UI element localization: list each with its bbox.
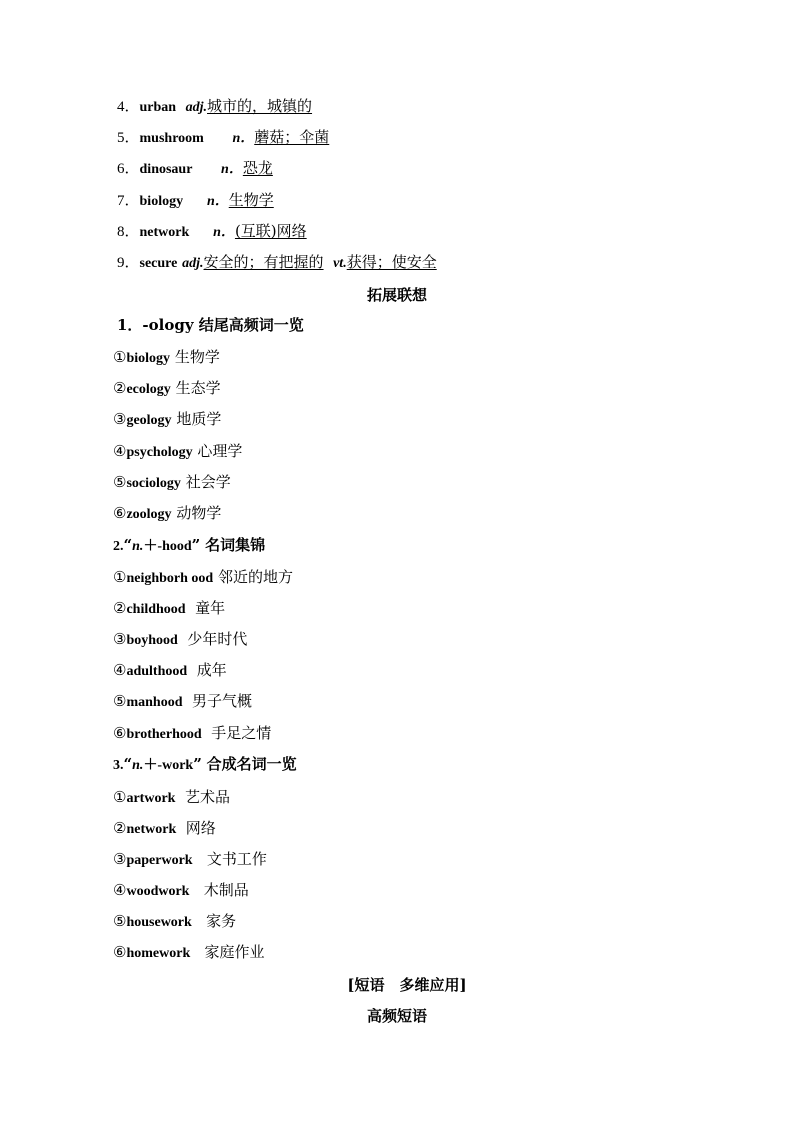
part-of-speech: n．: [221, 162, 243, 177]
term-word: neighborh ood: [126, 571, 214, 586]
circled-number: ④: [113, 881, 127, 899]
vocab-answer-2: 获得；使安全: [346, 253, 437, 271]
term-word: childhood: [126, 602, 186, 617]
term-meaning: 家务: [206, 912, 237, 930]
group-heading: 1．-ology 结尾高频词一览: [117, 316, 304, 334]
term-meaning: 网络: [185, 819, 216, 837]
term-word: homework: [126, 946, 191, 961]
circled-number: ①: [113, 788, 127, 806]
term-meaning: 木制品: [203, 881, 249, 899]
term-word: network: [126, 822, 177, 837]
vocab-answer: 城市的，城镇的: [207, 97, 313, 115]
group-number: 3.: [113, 758, 124, 773]
list-item: [113, 660, 227, 682]
group1-heading: [117, 315, 304, 335]
list-item: [113, 691, 252, 713]
list-item: [113, 472, 231, 494]
item-number: 9．: [117, 255, 140, 271]
term-meaning: 生物学: [174, 348, 220, 366]
list-item: [113, 818, 216, 840]
quote-open: “: [123, 755, 133, 773]
vocab-item-9: [117, 252, 437, 274]
term-meaning: 心理学: [197, 442, 243, 460]
list-item: [113, 441, 242, 463]
list-item: [113, 629, 247, 651]
item-number: 7．: [117, 193, 140, 209]
term-meaning: 家庭作业: [204, 943, 265, 961]
term-word: woodwork: [126, 884, 190, 899]
section-title-row: [0, 284, 794, 305]
term-meaning: 手足之情: [211, 724, 272, 742]
term-meaning: 社会学: [185, 473, 231, 491]
vocab-word: mushroom: [139, 131, 204, 146]
term-word: sociology: [126, 476, 181, 491]
vocab-word: urban: [139, 100, 177, 115]
list-item: [113, 849, 267, 871]
footer-subtitle: 高频短语: [366, 1007, 427, 1025]
circled-number: ⑥: [113, 724, 127, 742]
quote-close: ”: [193, 755, 202, 773]
term-word: manhood: [126, 695, 183, 710]
term-meaning: 少年时代: [187, 630, 248, 648]
list-item: [113, 787, 230, 809]
group2-heading: [113, 535, 265, 557]
term-word: boyhood: [126, 633, 178, 648]
heading-pos: n.: [132, 539, 144, 554]
list-item: [113, 567, 293, 589]
heading-title: 合成名词一览: [206, 755, 297, 773]
vocab-item-8: [117, 221, 307, 243]
vocab-word: biology: [139, 194, 184, 209]
term-meaning: 生态学: [175, 379, 221, 397]
vocab-answer: (互联)网络: [234, 222, 307, 240]
circled-number: ⑥: [113, 504, 127, 522]
list-item: [113, 942, 265, 964]
list-item: [113, 723, 271, 745]
part-of-speech: n．: [213, 225, 235, 240]
vocab-answer: 恐龙: [242, 159, 273, 177]
vocab-answer: 生物学: [228, 191, 274, 209]
vocab-word: network: [139, 225, 190, 240]
quote-open: “: [123, 536, 133, 554]
footer-sub-row: [0, 1005, 794, 1026]
part-of-speech: adj.: [182, 256, 204, 271]
term-meaning: 邻近的地方: [217, 568, 293, 586]
circled-number: ③: [113, 410, 127, 428]
part-of-speech: adj.: [185, 100, 208, 115]
circled-number: ⑤: [113, 473, 127, 491]
term-word: adulthood: [126, 664, 188, 679]
circled-number: ③: [113, 850, 127, 868]
term-word: artwork: [126, 791, 176, 806]
group-number: 2.: [113, 539, 124, 554]
term-word: biology: [126, 351, 171, 366]
heading-title: 名词集锦: [205, 536, 266, 554]
term-meaning: 成年: [196, 661, 227, 679]
circled-number: ④: [113, 661, 127, 679]
vocab-answer: 安全的；有把握的: [203, 253, 324, 271]
vocab-item-7: [117, 190, 274, 212]
term-meaning: 艺术品: [185, 788, 231, 806]
circled-number: ①: [113, 348, 127, 366]
item-number: 6．: [117, 161, 140, 177]
heading-pos: n.: [132, 758, 144, 773]
circled-number: ②: [113, 379, 127, 397]
circled-number: ②: [113, 599, 127, 617]
circled-number: ⑤: [113, 912, 127, 930]
term-word: zoology: [126, 507, 172, 522]
term-meaning: 男子气概: [192, 692, 253, 710]
footer-section-title: [短语 多维应用]: [347, 976, 467, 994]
term-meaning: 文书工作: [206, 850, 267, 868]
list-item: [113, 378, 221, 400]
section-title: 拓展联想: [366, 286, 427, 304]
item-number: 4．: [117, 99, 140, 115]
circled-number: ⑤: [113, 692, 127, 710]
circled-number: ⑥: [113, 943, 127, 961]
term-word: geology: [126, 413, 172, 428]
term-word: ecology: [126, 382, 171, 397]
list-item: [113, 911, 236, 933]
list-item: [113, 598, 225, 620]
term-meaning: 童年: [195, 599, 226, 617]
circled-number: ③: [113, 630, 127, 648]
item-number: 8．: [117, 224, 140, 240]
term-word: brotherhood: [126, 727, 202, 742]
term-word: housework: [126, 915, 192, 930]
part-of-speech: n．: [232, 131, 255, 146]
part-of-speech-2: vt.: [333, 256, 347, 271]
circled-number: ②: [113, 819, 127, 837]
term-meaning: 地质学: [176, 410, 222, 428]
term-meaning: 动物学: [176, 504, 222, 522]
vocab-word: secure: [139, 256, 178, 271]
group3-heading: [113, 754, 297, 776]
vocab-item-5: [117, 127, 329, 149]
list-item: [113, 880, 249, 902]
vocab-word: dinosaur: [139, 162, 193, 177]
heading-suffix: ＋-hood: [143, 539, 192, 554]
vocab-item-6: [117, 158, 273, 180]
term-word: paperwork: [126, 853, 193, 868]
circled-number: ①: [113, 568, 127, 586]
term-word: psychology: [126, 445, 193, 460]
vocab-item-4: [117, 96, 312, 118]
quote-close: ”: [191, 536, 201, 554]
list-item: [113, 409, 221, 431]
circled-number: ④: [113, 442, 127, 460]
list-item: [113, 347, 220, 369]
list-item: [113, 503, 221, 525]
item-number: 5．: [117, 130, 140, 146]
vocab-answer: 蘑菇；伞菌: [254, 128, 330, 146]
footer-section-row: [0, 974, 794, 995]
part-of-speech: n．: [206, 194, 229, 209]
heading-suffix: ＋-work: [143, 758, 194, 773]
